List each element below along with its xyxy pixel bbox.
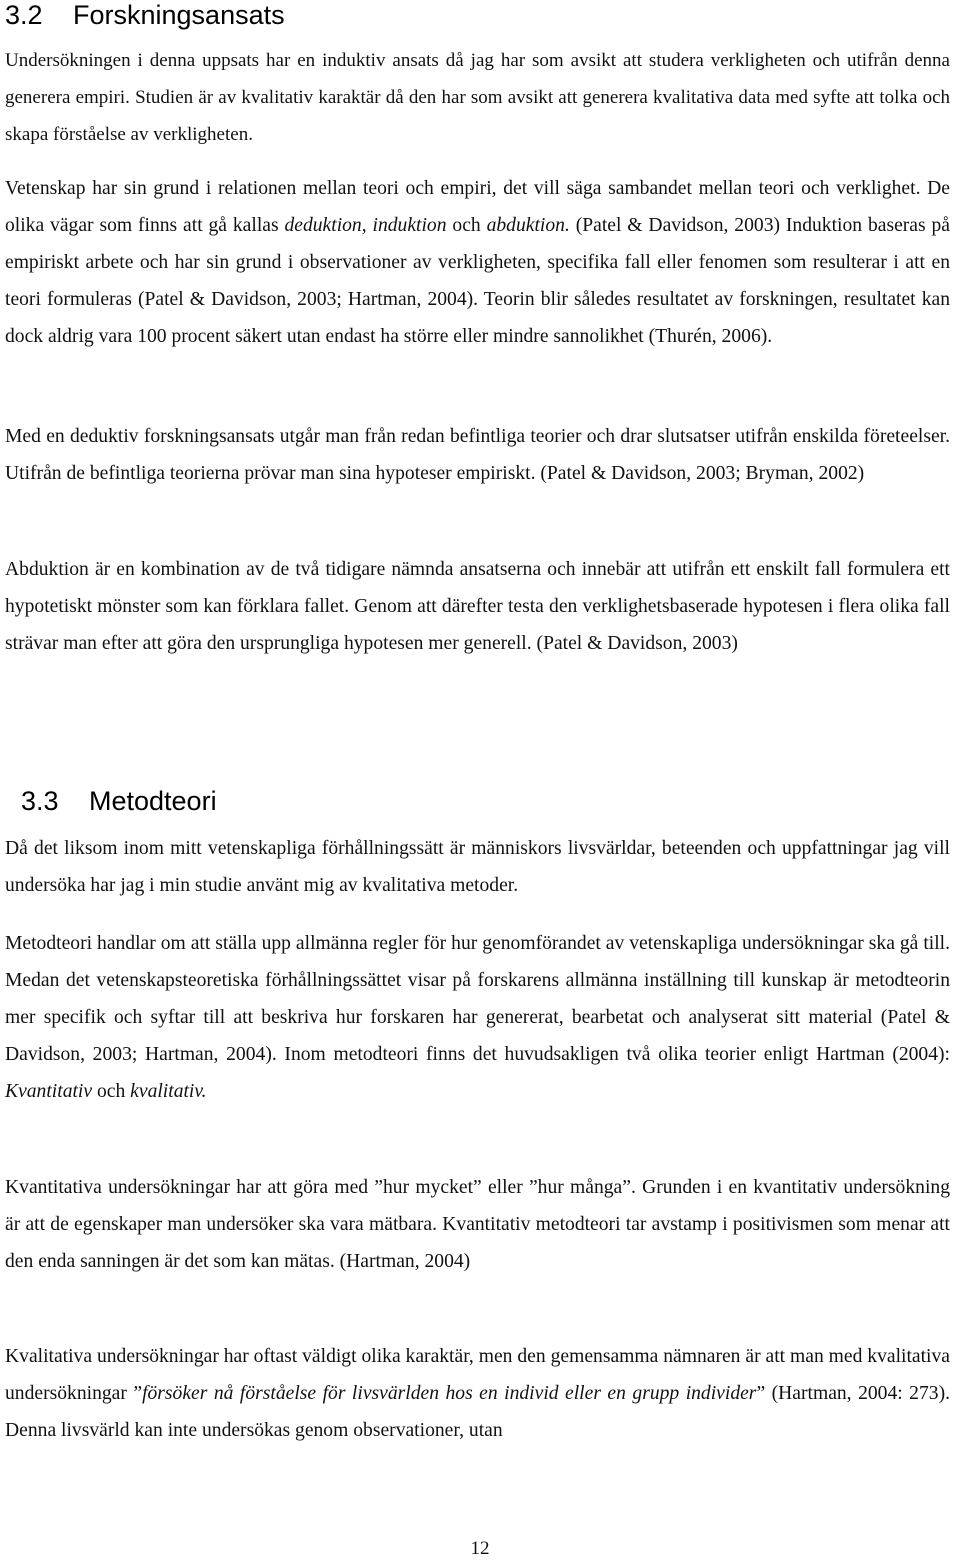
paragraph-method-theory: [5, 925, 950, 1110]
text-run: ” (Hartman, 2004: 273). Denna livsvärld kan inte undersökas genom observationer, utan: [5, 1383, 950, 1441]
paragraph-quantitative: Kvantitativa undersökningar har att göra med ”hur mycket” eller ”hur många”. Grunden i en kvantitativ undersökning är att de egenskaper man undersöker ska vara mätbara. Kvantitativ metodteori tar avstamp i positivismen som menar att den enda sanningen är det som kan mätas. (Hartman, 2004): [5, 1177, 950, 1272]
italic-term: abduktion.: [486, 215, 570, 236]
text-run: och: [92, 1081, 131, 1102]
paragraph-research-approach: Undersökningen i denna uppsats har en induktiv ansats då jag har som avsikt att studera verkligheten och utifrån denna generera empiri. Studien är av kvalitativ karaktär då den har som avsikt att generera kvalitativa data med syfte att tolka och skapa förståelse av verkligheten.: [5, 50, 950, 145]
text-run: Vetenskap har sin grund i relationen mellan teori och empiri, det vill säga sambandet mellan teori och verklighet. De olika vägar som finns att gå kallas: [5, 178, 950, 236]
paragraph-abductive: Abduktion är en kombination av de två tidigare nämnda ansatserna och innebär att utifrån ett enskilt fall formulera ett hypotetiskt mönster som kan förklara fallet. Genom att därefter testa den verklighetsbaserade hypotesen i flera olika fall strävar man efter att göra den ursprungliga hypotesen mer generell. (Patel & Davidson, 2003): [5, 559, 950, 654]
page-number: 12: [470, 1538, 490, 1559]
section-title: Forskningsansats: [73, 0, 285, 30]
paragraph-qualitative-methods: Då det liksom inom mitt vetenskapliga förhållningssätt är människors livsvärldar, beteenden och uppfattningar jag vill undersöka har jag i min studie använt mig av kvalitativa metoder.: [5, 838, 950, 896]
paragraph-qualitative: [5, 1338, 950, 1449]
section-number: 3.2: [5, 0, 43, 30]
italic-term: Kvantitativ: [5, 1081, 93, 1102]
text-run: Metodteori handlar om att ställa upp allmänna regler för hur genomförandet av vetenskapliga undersökningar ska gå till. Medan det vetenskapsteoretiska förhållningssättet visar på forskarens allmänna inställning till kunskap är metodteorin mer specifik och syftar till att beskriva hur forskaren har genererat, bearbetat och analyserat sitt material (Patel & Davidson, 2003; Hartman, 2004). Inom metodteori finns det huvudsakligen två olika teorier enligt Hartman (2004):: [5, 933, 950, 1065]
section-heading-3-3: [21, 786, 217, 816]
text-run: och: [446, 215, 487, 236]
section-title: Metodteori: [89, 786, 217, 816]
section-heading-3-2: [5, 0, 285, 30]
paragraph-deductive: Med en deduktiv forskningsansats utgår man från redan befintliga teorier och drar slutsatser utifrån enskilda företeelser. Utifrån de befintliga teorierna prövar man sina hypoteser empiriskt. (Patel & Davidson, 2003; Bryman, 2002): [5, 426, 950, 484]
text-run: Kvalitativa undersökningar har oftast väldigt olika karaktär, men den gemensamma nämnaren är att man med kvalitativa undersökningar ”: [5, 1346, 950, 1404]
section-number: 3.3: [21, 786, 59, 816]
italic-term: kvalitativ.: [130, 1081, 207, 1102]
italic-quote: försöker nå förståelse för livsvärlden hos en individ eller en grupp individer: [142, 1383, 757, 1404]
paragraph-science-theory-empiri: [5, 170, 950, 355]
text-run: (Patel & Davidson, 2003) Induktion baseras på empiriskt arbete och har sin grund i observationer av verkligheten, specifika fall eller fenomen som resulterar i att en teori formuleras (Patel & Davidson, 2003; Hartman, 2004). Teorin blir således resultatet av forskningen, resultatet kan dock aldrig vara 100 procent säkert utan endast ha större eller mindre sannolikhet (Thurén, 2006).: [5, 215, 950, 347]
italic-term: deduktion, induktion: [284, 215, 447, 236]
